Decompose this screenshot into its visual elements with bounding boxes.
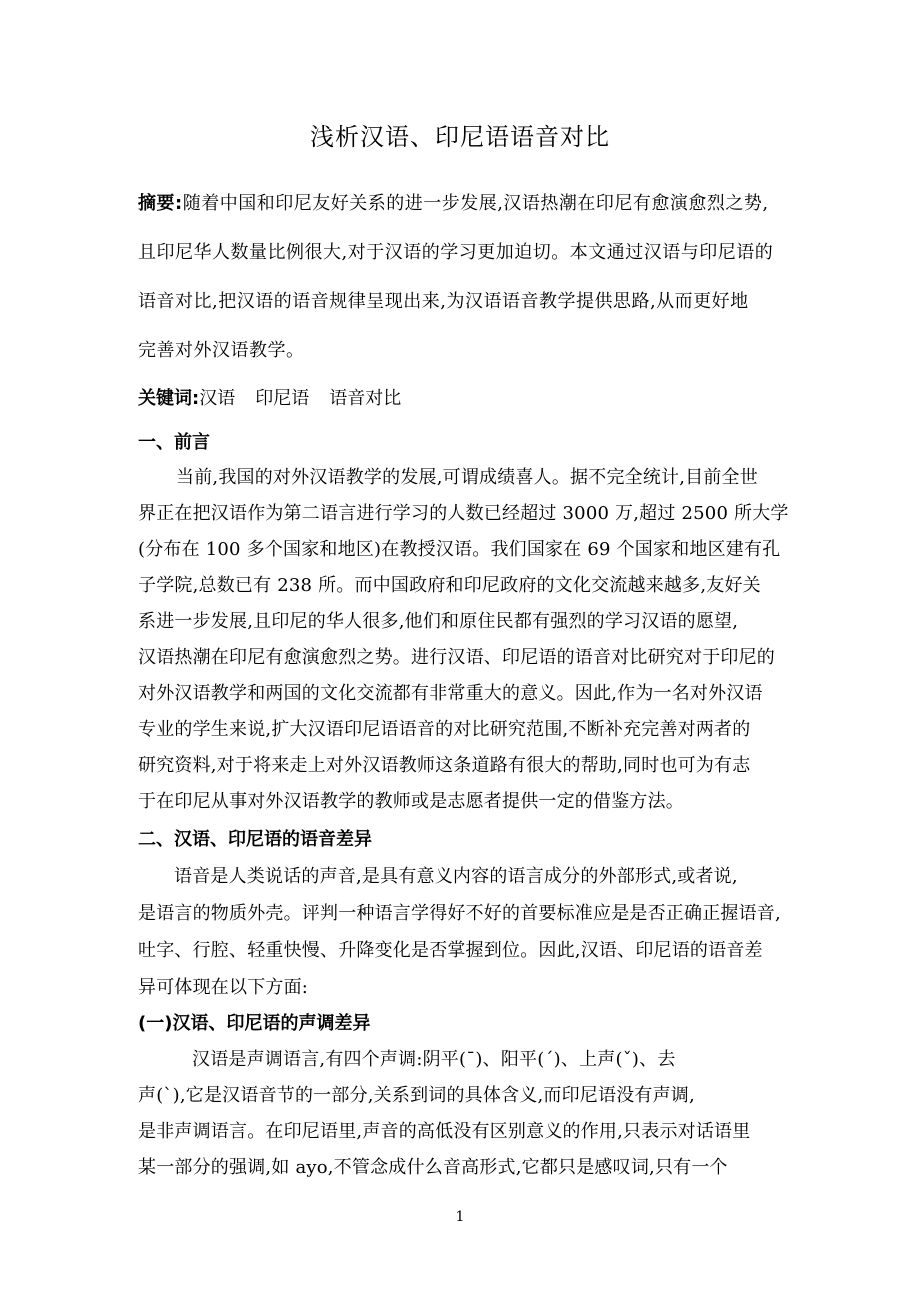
- body-line: 界正在把汉语作为第二语言进行学习的人数已经超过 3000 万,超过 2500 所大学: [138, 503, 789, 524]
- body-line: 是语言的物质外壳。评判一种语言学得好不好的首要标准应是是否正确正握语音,: [138, 903, 781, 924]
- abstract-line-1: [138, 193, 769, 215]
- body-line: 异可体现在以下方面:: [138, 977, 309, 998]
- paper-title: 浅析汉语、印尼语语音对比: [310, 123, 610, 151]
- body-line: 声(ˋ),它是汉语音节的一部分,关系到词的具体含义,而印尼语没有声调,: [138, 1085, 695, 1106]
- body-line: 吐字、行腔、轻重快慢、升降变化是否掌握到位。因此,汉语、印尼语的语音差: [138, 940, 763, 961]
- page-number: 1: [455, 1209, 465, 1225]
- body-line: 子学院,总数已有 238 所。而中国政府和印尼政府的文化交流越来越多,友好关: [138, 575, 761, 596]
- abstract-line-3: 语音对比,把汉语的语音规律呈现出来,为汉语语音教学提供思路,从而更好地: [138, 291, 749, 312]
- body-line: 对外汉语教学和两国的文化交流都有非常重大的意义。因此,作为一名对外汉语: [138, 683, 763, 704]
- keyword-item: 汉语: [199, 388, 236, 409]
- abstract-line-2: 且印尼华人数量比例很大,对于汉语的学习更加迫切。本文通过汉语与印尼语的: [138, 242, 774, 263]
- section-heading-preface: 一、前言: [138, 432, 210, 453]
- abstract-line-4: 完善对外汉语教学。: [138, 340, 305, 361]
- keywords-line: [138, 388, 401, 410]
- body-line: 系进一步发展,且印尼的华人很多,他们和原住民都有强烈的学习汉语的愿望,: [138, 611, 739, 632]
- body-line: 于在印尼从事对外汉语教学的教师或是志愿者提供一定的借鉴方法。: [138, 791, 684, 812]
- abstract-label: 摘要:: [138, 193, 183, 214]
- body-line: 当前,我国的对外汉语教学的发展,可谓成绩喜人。据不完全统计,目前全世: [176, 467, 758, 488]
- keyword-item: 语音对比: [329, 388, 402, 409]
- body-line: 汉语是声调语言,有四个声调:阴平(ˉ)、阳平(ˊ)、上声(ˇ)、去: [192, 1049, 676, 1070]
- body-line: (分布在 100 多个国家和地区)在教授汉语。我们国家在 69 个国家和地区建有孔: [138, 539, 781, 560]
- body-line: 语音是人类说话的声音,是具有意义内容的语言成分的外部形式,或者说,: [174, 866, 738, 887]
- section-heading-differences: 二、汉语、印尼语的语音差异: [138, 829, 372, 850]
- keyword-item: 印尼语: [255, 388, 310, 409]
- abstract-text-1: 随着中国和印尼友好关系的进一步发展,汉语热潮在印尼有愈演愈烈之势,: [182, 193, 769, 214]
- body-line: 是非声调语言。在印尼语里,声音的高低没有区别意义的作用,只表示对话语里: [138, 1121, 751, 1142]
- body-line: 专业的学生来说,扩大汉语印尼语语音的对比研究范围,不断补充完善对两者的: [138, 719, 751, 740]
- body-line: 某一部分的强调,如 ayo,不管念成什么音高形式,它都只是感叹词,只有一个: [138, 1157, 728, 1178]
- subsection-heading-tones: (一)汉语、印尼语的声调差异: [138, 1013, 371, 1034]
- body-line: 研究资料,对于将来走上对外汉语教师这条道路有很大的帮助,同时也可为有志: [138, 755, 751, 776]
- body-line: 汉语热潮在印尼有愈演愈烈之势。进行汉语、印尼语的语音对比研究对于印尼的: [138, 647, 775, 668]
- keywords-label: 关键词:: [138, 388, 200, 409]
